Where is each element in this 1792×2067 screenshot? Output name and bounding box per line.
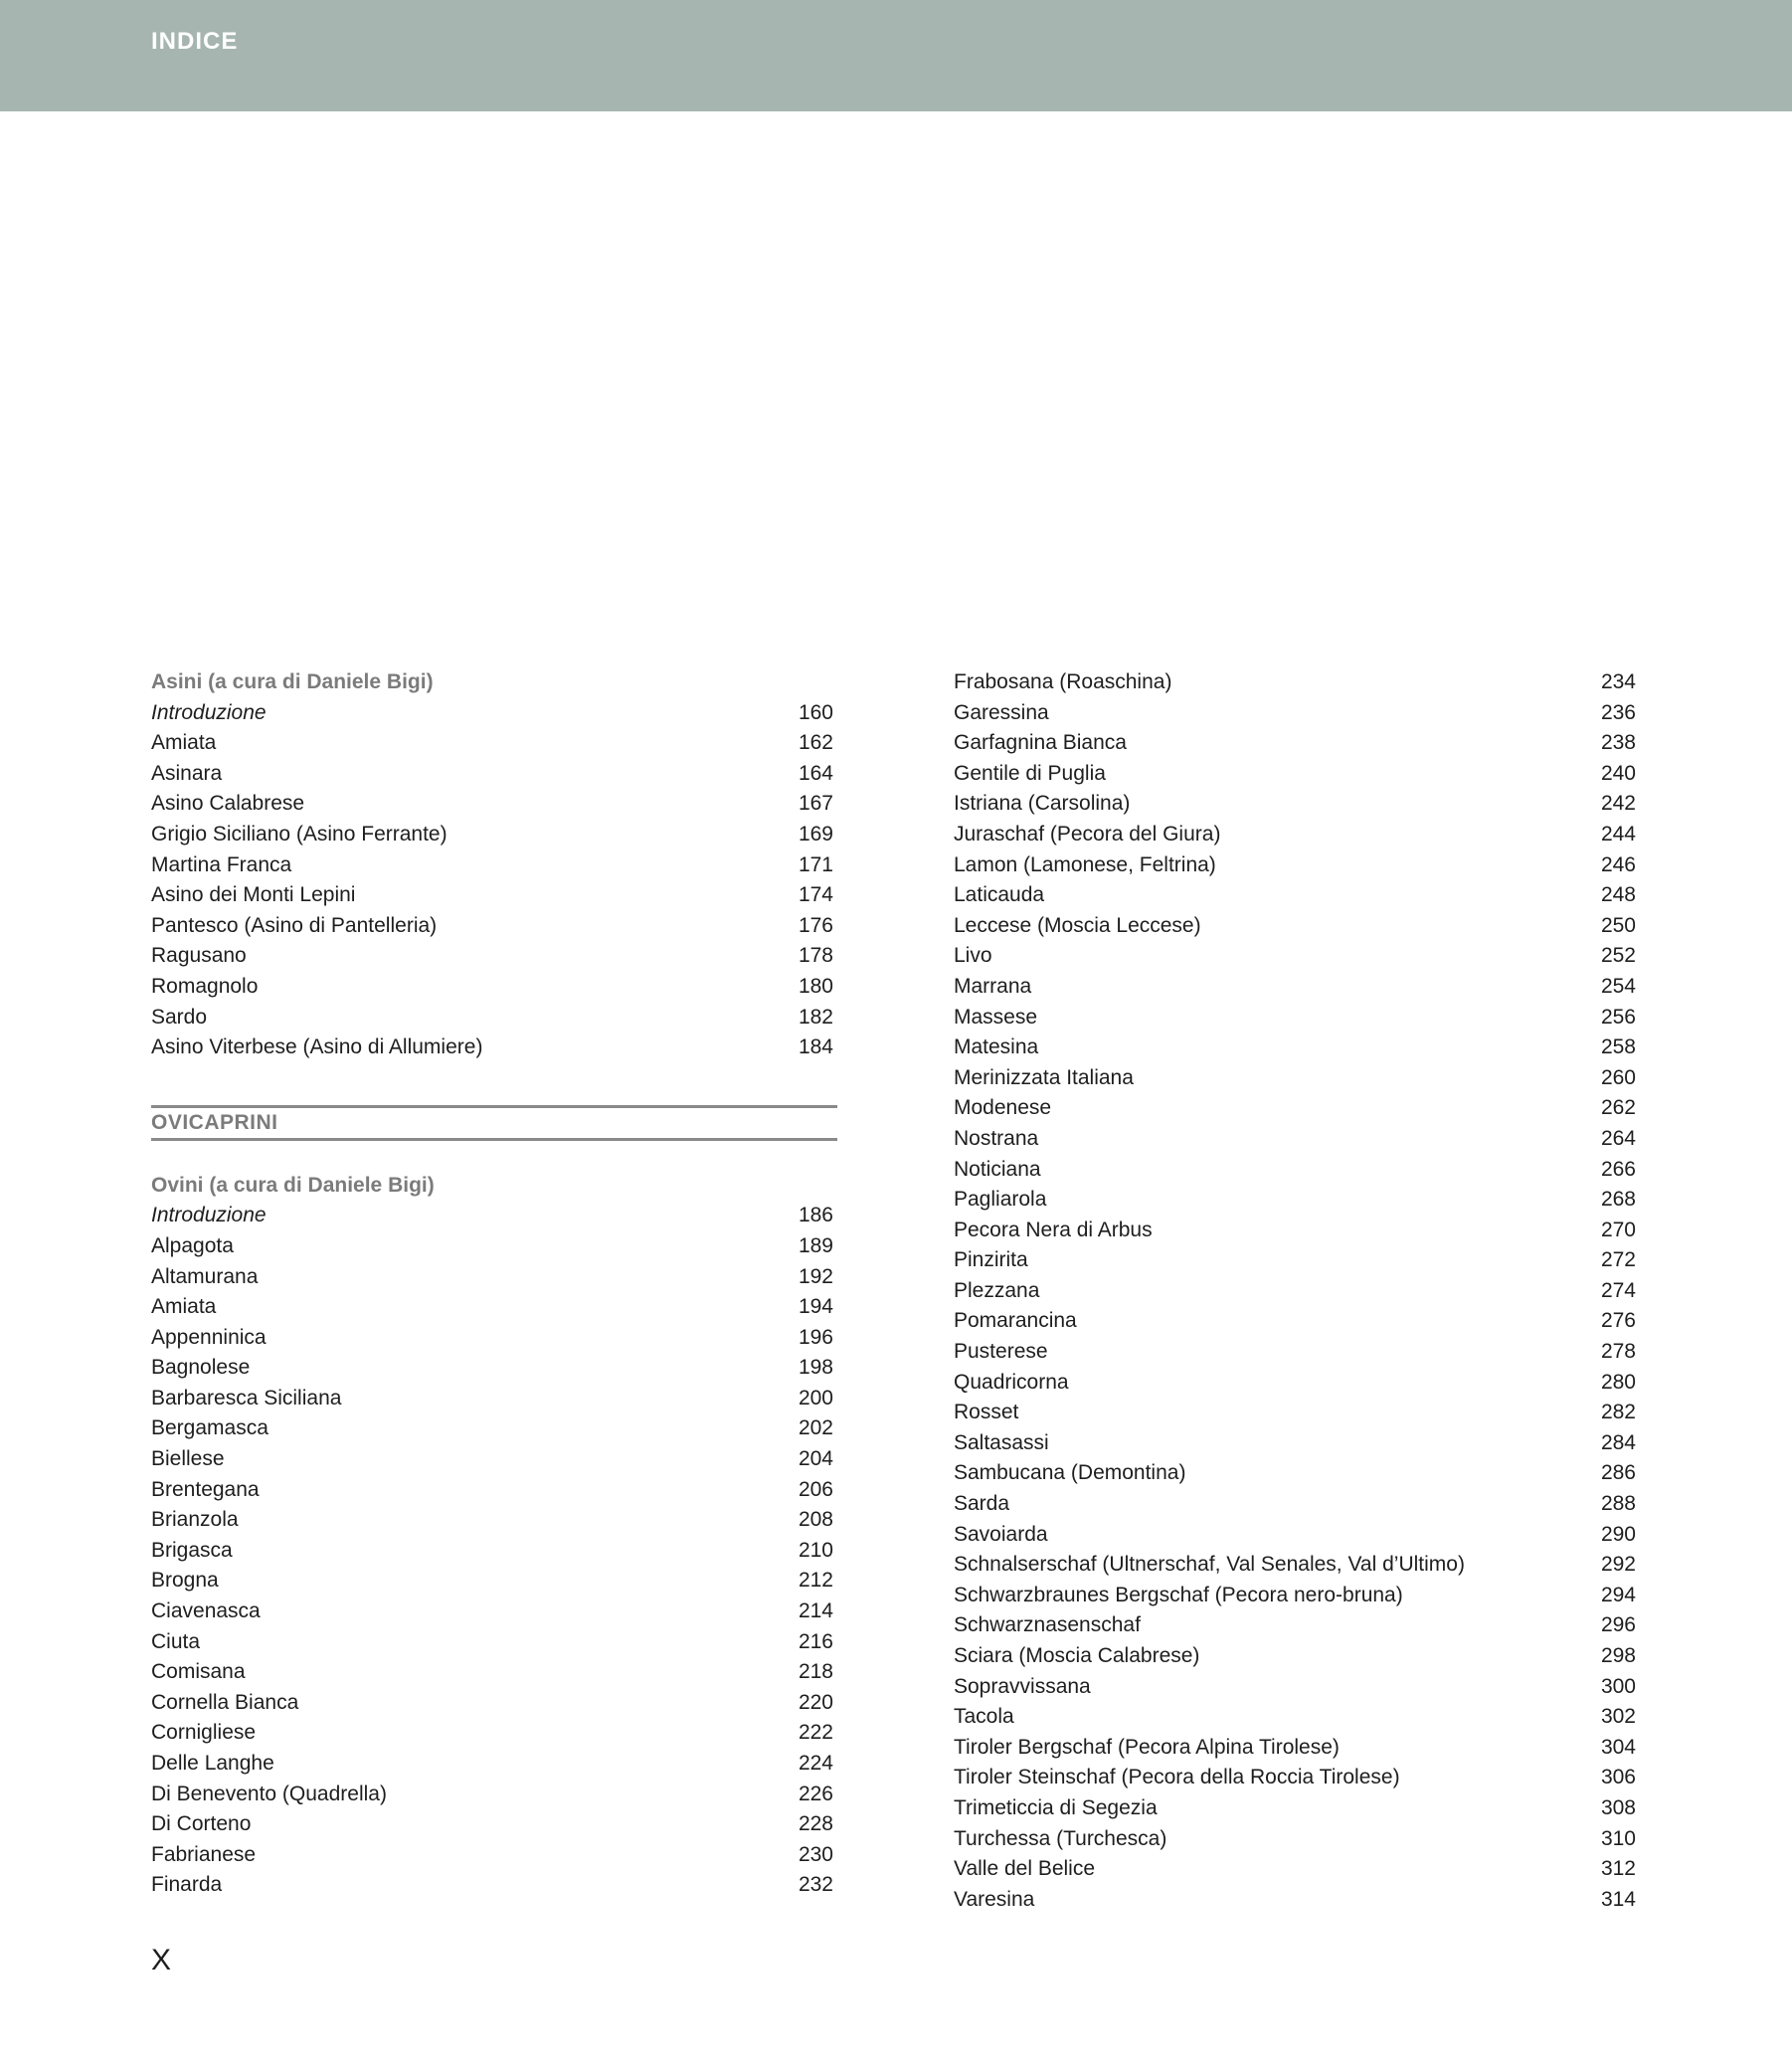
entry-name: Savoiarda [954, 1522, 1048, 1546]
index-entry [151, 1597, 837, 1627]
entry-page: 280 [1600, 1370, 1636, 1394]
entry-name: Brigasca [151, 1538, 233, 1562]
index-entry [954, 1458, 1636, 1489]
index-entry [151, 698, 837, 729]
index-entry [151, 1718, 837, 1749]
entry-page: 256 [1600, 1005, 1636, 1029]
entry-name: Cornigliese [151, 1721, 257, 1745]
index-entry [954, 1610, 1636, 1641]
index-entry [151, 759, 837, 790]
entry-name: Brianzola [151, 1508, 239, 1532]
index-entry [151, 1201, 837, 1231]
entry-name: Asinara [151, 761, 223, 785]
entry-page: 218 [798, 1660, 833, 1684]
entry-name: Ciuta [151, 1629, 201, 1653]
entry-name: Sarda [954, 1492, 1010, 1516]
section-heading-asini: Asini (a cura di Daniele Bigi) [151, 670, 434, 693]
entry-name: Varesina [954, 1887, 1035, 1911]
index-entry [151, 789, 837, 820]
entry-name: Pecora Nera di Arbus [954, 1218, 1153, 1241]
index-entry [954, 941, 1636, 972]
entry-name: Leccese (Moscia Leccese) [954, 913, 1201, 937]
entry-page: 174 [798, 883, 833, 907]
entry-page: 294 [1600, 1583, 1636, 1606]
index-entry [954, 1550, 1636, 1581]
index-entry [954, 1033, 1636, 1063]
entry-name: Sambucana (Demontina) [954, 1461, 1186, 1485]
entry-page: 182 [798, 1005, 833, 1029]
index-entry [954, 789, 1636, 820]
index-entry [954, 820, 1636, 850]
index-entry [954, 1398, 1636, 1428]
entry-page: 242 [1600, 792, 1636, 816]
entry-page: 220 [798, 1690, 833, 1714]
entry-name: Saltasassi [954, 1430, 1049, 1454]
index-entry [151, 911, 837, 942]
entry-name: Barbaresca Siciliana [151, 1386, 342, 1409]
entry-name: Brogna [151, 1569, 219, 1593]
entry-page: 286 [1600, 1461, 1636, 1485]
entry-name: Pinzirita [954, 1248, 1028, 1272]
index-entry [151, 1809, 837, 1840]
index-entry [151, 1231, 837, 1262]
entry-name: Comisana [151, 1660, 246, 1684]
index-entry [954, 1155, 1636, 1186]
entry-page: 178 [798, 944, 833, 968]
entry-name: Trimeticcia di Segezia [954, 1795, 1158, 1819]
index-entry [151, 1688, 837, 1719]
entry-name: Quadricorna [954, 1370, 1069, 1394]
index-entry [954, 1672, 1636, 1703]
spacer [151, 1141, 837, 1171]
entry-name: Plezzana [954, 1278, 1040, 1302]
entry-page: 302 [1600, 1705, 1636, 1729]
entry-page: 176 [798, 913, 833, 937]
entry-name: Tacola [954, 1705, 1014, 1729]
entry-page: 282 [1600, 1401, 1636, 1424]
entry-page: 238 [1600, 731, 1636, 755]
entry-name: Brentegana [151, 1477, 260, 1501]
index-entry [954, 1368, 1636, 1399]
entry-page: 194 [798, 1295, 833, 1319]
entry-name: Merinizzata Italiana [954, 1065, 1134, 1089]
entry-name: Gentile di Puglia [954, 761, 1106, 785]
index-entry [954, 698, 1636, 729]
entry-page: 240 [1600, 761, 1636, 785]
entry-page: 212 [798, 1569, 833, 1593]
index-entry [151, 972, 837, 1003]
index-entry [954, 850, 1636, 881]
index-entry [954, 1003, 1636, 1034]
index-entry [954, 911, 1636, 942]
entry-page: 171 [798, 852, 833, 876]
entry-page: 290 [1600, 1522, 1636, 1546]
entry-name: Rosset [954, 1401, 1019, 1424]
entry-page: 162 [798, 731, 833, 755]
index-entry [954, 1063, 1636, 1094]
entry-page: 268 [1600, 1188, 1636, 1212]
entry-page: 214 [798, 1599, 833, 1623]
entry-page: 184 [798, 1035, 833, 1059]
entry-page: 314 [1600, 1887, 1636, 1911]
entry-page: 236 [1600, 700, 1636, 724]
index-entry [151, 1292, 837, 1323]
index-entry [954, 880, 1636, 911]
entry-page: 252 [1600, 944, 1636, 968]
left-column [151, 667, 837, 1901]
ovini-list [151, 1201, 837, 1901]
entry-name: Pusterese [954, 1340, 1048, 1364]
entry-page: 192 [798, 1264, 833, 1288]
index-entry [151, 1262, 837, 1293]
entry-name: Tiroler Steinschaf (Pecora della Roccia Tirolese) [954, 1766, 1400, 1789]
entry-name: Lamon (Lamonese, Feltrina) [954, 852, 1216, 876]
entry-page: 304 [1600, 1735, 1636, 1759]
entry-page: 186 [798, 1204, 833, 1227]
entry-name: Amiata [151, 1295, 217, 1319]
entry-page: 306 [1600, 1766, 1636, 1789]
entry-page: 164 [798, 761, 833, 785]
entry-page: 198 [798, 1356, 833, 1380]
entry-name: Schwarznasenschaf [954, 1613, 1141, 1637]
entry-page: 202 [798, 1416, 833, 1440]
index-entry [151, 1840, 837, 1871]
entry-name: Nostrana [954, 1126, 1039, 1150]
index-entry [954, 1733, 1636, 1764]
entry-name: Bagnolese [151, 1356, 251, 1380]
entry-name: Finarda [151, 1873, 223, 1897]
entry-name: Juraschaf (Pecora del Giura) [954, 822, 1221, 846]
entry-page: 270 [1600, 1218, 1636, 1241]
index-entry [151, 880, 837, 911]
index-entry [954, 1337, 1636, 1368]
entry-page: 210 [798, 1538, 833, 1562]
entry-page: 262 [1600, 1096, 1636, 1120]
entry-page: 248 [1600, 883, 1636, 907]
entry-page: 224 [798, 1752, 833, 1775]
entry-page: 222 [798, 1721, 833, 1745]
entry-name: Frabosana (Roaschina) [954, 670, 1172, 693]
entry-name: Grigio Siciliano (Asino Ferrante) [151, 822, 448, 846]
index-entry [151, 1505, 837, 1536]
index-entry [151, 1003, 837, 1034]
index-entry [151, 1627, 837, 1658]
entry-page: 254 [1600, 974, 1636, 998]
entry-name: Delle Langhe [151, 1752, 274, 1775]
section-heading-ovini: Ovini (a cura di Daniele Bigi) [151, 1173, 435, 1197]
entry-name: Ciavenasca [151, 1599, 261, 1623]
entry-page: 226 [798, 1782, 833, 1805]
index-entry [954, 667, 1636, 698]
entry-page: 272 [1600, 1248, 1636, 1272]
entry-name: Marrana [954, 974, 1032, 998]
entry-page: 200 [798, 1386, 833, 1409]
page-title: INDICE [151, 28, 239, 55]
entry-name: Sopravvissana [954, 1674, 1091, 1698]
entry-name: Asino dei Monti Lepini [151, 883, 356, 907]
entry-name: Matesina [954, 1035, 1039, 1059]
entry-name: Martina Franca [151, 852, 292, 876]
entry-name: Asino Viterbese (Asino di Allumiere) [151, 1035, 483, 1059]
entry-name: Garfagnina Bianca [954, 731, 1127, 755]
entry-name: Livo [954, 944, 992, 968]
index-entry [151, 1657, 837, 1688]
entry-page: 300 [1600, 1674, 1636, 1698]
index-entry [151, 1780, 837, 1810]
index-entry [151, 1353, 837, 1384]
index-entry [954, 1489, 1636, 1520]
entry-name: Altamurana [151, 1264, 259, 1288]
entry-name: Cornella Bianca [151, 1690, 299, 1714]
entry-page: 298 [1600, 1644, 1636, 1667]
entry-name: Valle del Belice [954, 1857, 1096, 1881]
index-entry [151, 941, 837, 972]
entry-page: 278 [1600, 1340, 1636, 1364]
index-entry [151, 1566, 837, 1597]
entry-name: Schwarzbraunes Bergschaf (Pecora nero-bruna) [954, 1583, 1403, 1606]
index-entry [954, 728, 1636, 759]
entry-name: Sciara (Moscia Calabrese) [954, 1644, 1200, 1667]
entry-page: 258 [1600, 1035, 1636, 1059]
entry-page: 196 [798, 1325, 833, 1349]
index-entry [151, 1749, 837, 1780]
entry-page: 206 [798, 1477, 833, 1501]
entry-name: Romagnolo [151, 974, 259, 998]
entry-page: 169 [798, 822, 833, 846]
entry-page: 228 [798, 1812, 833, 1836]
header-band [0, 0, 1792, 111]
right-list [954, 667, 1636, 1915]
index-entry [954, 1245, 1636, 1276]
index-entry [151, 1870, 837, 1901]
index-entry [954, 1793, 1636, 1824]
index-entry [151, 850, 837, 881]
entry-page: 216 [798, 1629, 833, 1653]
entry-name: Alpagota [151, 1233, 234, 1257]
index-entry [954, 1520, 1636, 1551]
index-entry [954, 972, 1636, 1003]
entry-name: Fabrianese [151, 1842, 257, 1866]
entry-page: 266 [1600, 1157, 1636, 1181]
entry-page: 189 [798, 1233, 833, 1257]
entry-page: 284 [1600, 1430, 1636, 1454]
category-heading: OVICAPRINI [151, 1105, 837, 1141]
entry-name: Modenese [954, 1096, 1052, 1120]
asini-list [151, 698, 837, 1063]
index-entry [954, 1185, 1636, 1216]
index-entry [954, 759, 1636, 790]
entry-page: 230 [798, 1842, 833, 1866]
entry-page: 204 [798, 1447, 833, 1471]
entry-name: Turchessa (Turchesca) [954, 1826, 1167, 1850]
entry-page: 167 [798, 792, 833, 816]
entry-name: Ragusano [151, 944, 247, 968]
index-entry [151, 1323, 837, 1354]
index-entry [151, 728, 837, 759]
entry-page: 288 [1600, 1492, 1636, 1516]
index-entry [954, 1428, 1636, 1459]
entry-name: Appenninica [151, 1325, 267, 1349]
entry-name: Garessina [954, 700, 1049, 724]
entry-page: 276 [1600, 1309, 1636, 1333]
right-column [954, 667, 1636, 1915]
index-entry [954, 1702, 1636, 1733]
index-entry [151, 1413, 837, 1444]
entry-name: Asino Calabrese [151, 792, 305, 816]
entry-page: 260 [1600, 1065, 1636, 1089]
entry-page: 234 [1600, 670, 1636, 693]
entry-page: 232 [798, 1873, 833, 1897]
entry-page: 250 [1600, 913, 1636, 937]
index-entry [954, 1824, 1636, 1855]
index-entry [954, 1306, 1636, 1337]
entry-name: Pomarancina [954, 1309, 1077, 1333]
entry-name: Bergamasca [151, 1416, 269, 1440]
entry-page: 308 [1600, 1795, 1636, 1819]
index-entry [954, 1581, 1636, 1611]
index-entry [151, 1536, 837, 1567]
entry-name: Di Benevento (Quadrella) [151, 1782, 387, 1805]
index-entry [954, 1641, 1636, 1672]
entry-page: 310 [1600, 1826, 1636, 1850]
entry-page: 180 [798, 974, 833, 998]
entry-page: 208 [798, 1508, 833, 1532]
entry-name: Sardo [151, 1005, 208, 1029]
entry-page: 312 [1600, 1857, 1636, 1881]
page-number: X [151, 1944, 172, 1976]
index-entry [954, 1216, 1636, 1246]
entry-name: Laticauda [954, 883, 1045, 907]
index-entry [954, 1124, 1636, 1155]
index-entry [954, 1854, 1636, 1885]
entry-page: 244 [1600, 822, 1636, 846]
entry-page: 264 [1600, 1126, 1636, 1150]
index-entry [151, 1444, 837, 1475]
entry-name: Biellese [151, 1447, 225, 1471]
entry-name: Tiroler Bergschaf (Pecora Alpina Tirolese) [954, 1735, 1340, 1759]
entry-page: 292 [1600, 1553, 1636, 1577]
entry-name: Introduzione [151, 700, 267, 724]
entry-page: 274 [1600, 1278, 1636, 1302]
entry-page: 296 [1600, 1613, 1636, 1637]
entry-name: Istriana (Carsolina) [954, 792, 1131, 816]
entry-page: 160 [798, 700, 833, 724]
entry-name: Massese [954, 1005, 1038, 1029]
entry-name: Amiata [151, 731, 217, 755]
index-entry [151, 1384, 837, 1414]
entry-page: 246 [1600, 852, 1636, 876]
index-entry [151, 1033, 837, 1063]
entry-name: Pagliarola [954, 1188, 1047, 1212]
index-entry [151, 1475, 837, 1506]
index-entry [954, 1763, 1636, 1793]
entry-name: Noticiana [954, 1157, 1041, 1181]
index-entry [954, 1093, 1636, 1124]
index-entry [954, 1885, 1636, 1916]
entry-name: Pantesco (Asino di Pantelleria) [151, 913, 438, 937]
entry-name: Di Corteno [151, 1812, 252, 1836]
index-entry [151, 820, 837, 850]
entry-name: Schnalserschaf (Ultnerschaf, Val Senales, Val d’Ultimo) [954, 1553, 1465, 1577]
index-entry [954, 1276, 1636, 1307]
entry-name: Introduzione [151, 1204, 267, 1227]
